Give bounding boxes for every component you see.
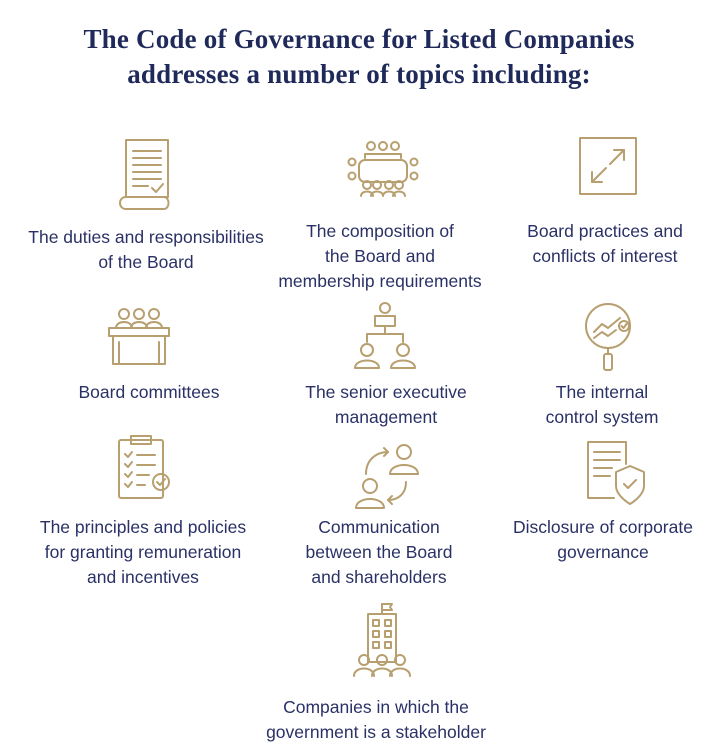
topic-label-line: conflicts of interest	[532, 246, 678, 266]
topic-label-line: Board committees	[78, 382, 220, 402]
topic-label-line: The composition of	[306, 221, 454, 241]
topic-label	[475, 219, 718, 269]
topic-label-line: management	[334, 407, 438, 427]
document-scroll-icon	[106, 135, 186, 215]
diagonal-arrows-icon	[568, 130, 648, 210]
topic-label	[16, 225, 276, 275]
people-exchange-icon	[346, 434, 426, 514]
topic-label	[472, 380, 718, 430]
topic-label-line: membership requirements	[278, 271, 482, 291]
topic-label	[473, 515, 718, 565]
topic-label-line: Board practices and	[527, 221, 683, 241]
topic-label	[13, 515, 273, 590]
topic-label-line: of the Board	[98, 252, 194, 272]
title-line-2: addresses a number of topics including:	[127, 59, 591, 89]
topic-label-line: The senior executive	[305, 382, 467, 402]
checklist-clipboard-icon	[101, 432, 181, 512]
topic-label-line: The duties and responsibilities	[28, 227, 264, 247]
topic-label-line: Disclosure of corporate	[513, 517, 693, 537]
title-line-1: The Code of Governance for Listed Companies	[83, 24, 635, 54]
org-chart-icon	[345, 298, 425, 378]
topic-label-line: Companies in which the	[283, 697, 469, 717]
topic-label-line: control system	[545, 407, 659, 427]
government-building-icon	[342, 600, 422, 680]
topic-label-line: Communication	[318, 517, 440, 537]
topic-label	[246, 695, 506, 745]
document-shield-icon	[574, 434, 654, 514]
topic-label-line: The principles and policies	[39, 517, 247, 537]
topic-label-line: governance	[557, 542, 649, 562]
topic-label-line: government is a stakeholder	[266, 722, 486, 742]
topic-label	[250, 219, 510, 294]
topic-label	[19, 380, 279, 405]
topic-label-line: and incentives	[87, 567, 199, 587]
topic-label-line: between the Board	[305, 542, 453, 562]
topic-label	[249, 515, 509, 590]
magnifier-chart-icon	[568, 296, 648, 376]
topic-label-line: the Board and	[325, 246, 435, 266]
topic-label-line: and shareholders	[311, 567, 447, 587]
topic-label-line: for granting remuneration	[44, 542, 242, 562]
page-title	[0, 22, 718, 92]
committee-bench-icon	[99, 298, 179, 378]
boardroom-table-icon	[343, 132, 423, 212]
topic-label-line: The internal	[555, 382, 649, 402]
